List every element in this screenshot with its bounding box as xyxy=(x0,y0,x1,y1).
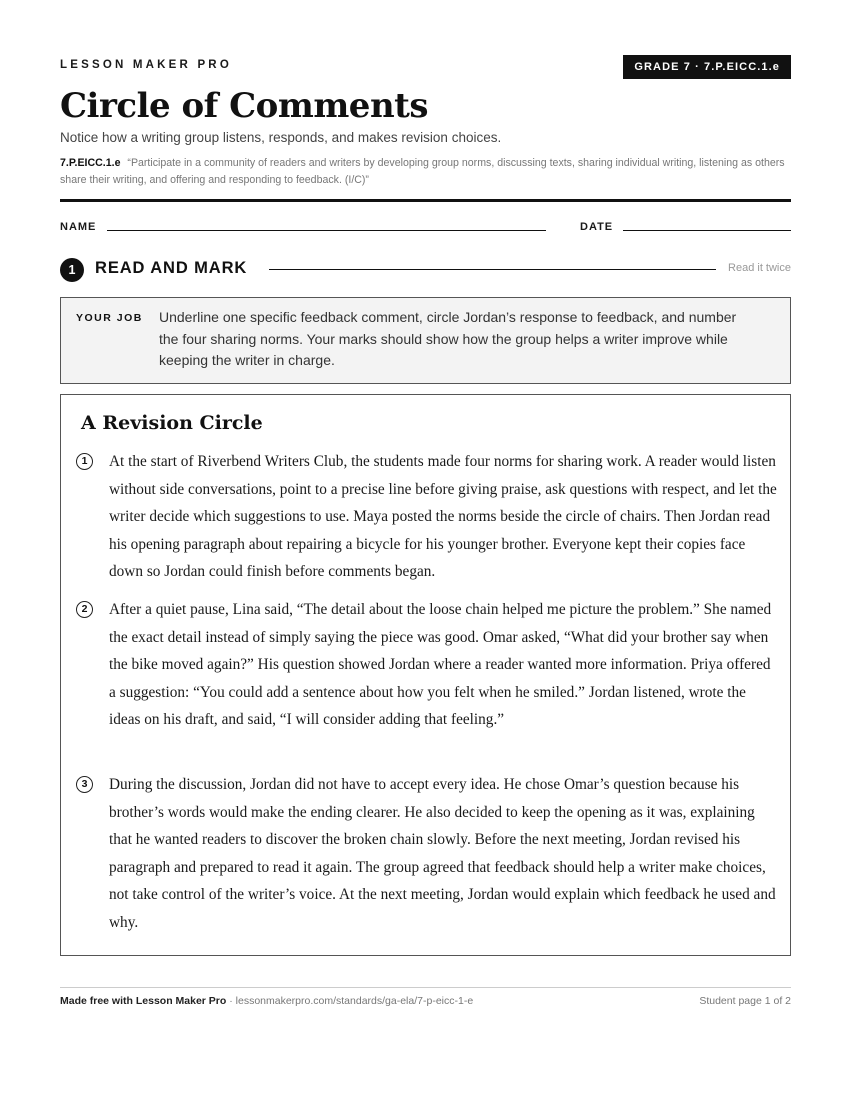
section-title: READ AND MARK xyxy=(95,259,248,277)
passage-title: A Revision Circle xyxy=(81,412,263,434)
date-label: DATE xyxy=(580,221,614,233)
page-indicator: Student page 1 of 2 xyxy=(699,995,791,1007)
standard-description xyxy=(60,155,791,189)
paragraph-number: 1 xyxy=(76,453,93,470)
section-1-header xyxy=(60,258,791,282)
name-label: NAME xyxy=(60,221,97,233)
grade-badge: GRADE 7 · 7.P.EICC.1.e xyxy=(623,55,791,79)
section-rule xyxy=(269,269,716,270)
your-job-text: Underline one specific feedback comment, circle Jordan’s response to feedback, and number the four sharing norms. Your marks should show how the group helps a writer improve while keeping the writer in charge. xyxy=(159,309,737,368)
reading-passage xyxy=(60,394,791,956)
paragraph-text: During the discussion, Jordan did not have to accept every idea. He chose Omar’s question because his brother’s words would make the ending clearer. He also decided to keep the opening as it was, explaining that he wanted readers to discover the broken chain slowly. Before the next meeting, Jordan revised his paragraph and prepared to read it again. The group agreed that feedback should help a writer make choices, not take control of the writer’s voice. At the next meeting, Jordan would explain which feedback he used and why. xyxy=(109,776,776,931)
your-job-box xyxy=(60,297,791,384)
footer-made-with: Made free with Lesson Maker Pro xyxy=(60,995,227,1007)
header-divider xyxy=(60,199,791,202)
brand-name: LESSON MAKER PRO xyxy=(60,59,232,71)
date-field[interactable] xyxy=(623,230,791,231)
standard-code: 7.P.EICC.1.e xyxy=(60,157,121,169)
footer-url: · lessonmakerpro.com/standards/ga-ela/7-p-eicc-1-e xyxy=(226,995,474,1007)
section-note: Read it twice xyxy=(728,262,791,274)
page-title: Circle of Comments xyxy=(60,86,429,126)
standard-text: “Participate in a community of readers and writers by developing group norms, discussing texts, sharing individual writing, listening as others share their writing, and offering and responding to feedback. (I/C)” xyxy=(60,157,785,186)
paragraph-number: 3 xyxy=(76,776,93,793)
name-date-row xyxy=(60,218,791,238)
paragraph-text: After a quiet pause, Lina said, “The detail about the loose chain helped me picture the problem.” She named the exact detail instead of simply saying the piece was good. Omar asked, “What did your brother say when the bike moved again?” His question showed Jordan where a reader wanted more information. Priya offered a suggestion: “You could add a sentence about how you felt when he smiled.” Jordan listened, wrote the ideas on his draft, and said, “I will consider adding that feeling.” xyxy=(109,601,772,729)
your-job-label: YOUR JOB xyxy=(76,312,143,324)
section-number-badge: 1 xyxy=(60,258,84,282)
top-bar xyxy=(60,55,791,79)
footer xyxy=(60,995,791,1007)
paragraph-number: 2 xyxy=(76,601,93,618)
footer-divider xyxy=(60,987,791,988)
name-field[interactable] xyxy=(107,230,546,231)
paragraph-text: At the start of Riverbend Writers Club, the students made four norms for sharing work. A reader would listen without side conversations, point to a precise line before giving praise, ask questions with respect, and let the writer decide which suggestions to use. Maya posted the norms beside the circle of chairs. Then Jordan read his opening paragraph about repairing a bicycle for his younger brother. Everyone kept their copies face down so Jordan could finish before comments began. xyxy=(109,453,777,581)
page-subtitle: Notice how a writing group listens, responds, and makes revision choices. xyxy=(60,130,502,145)
